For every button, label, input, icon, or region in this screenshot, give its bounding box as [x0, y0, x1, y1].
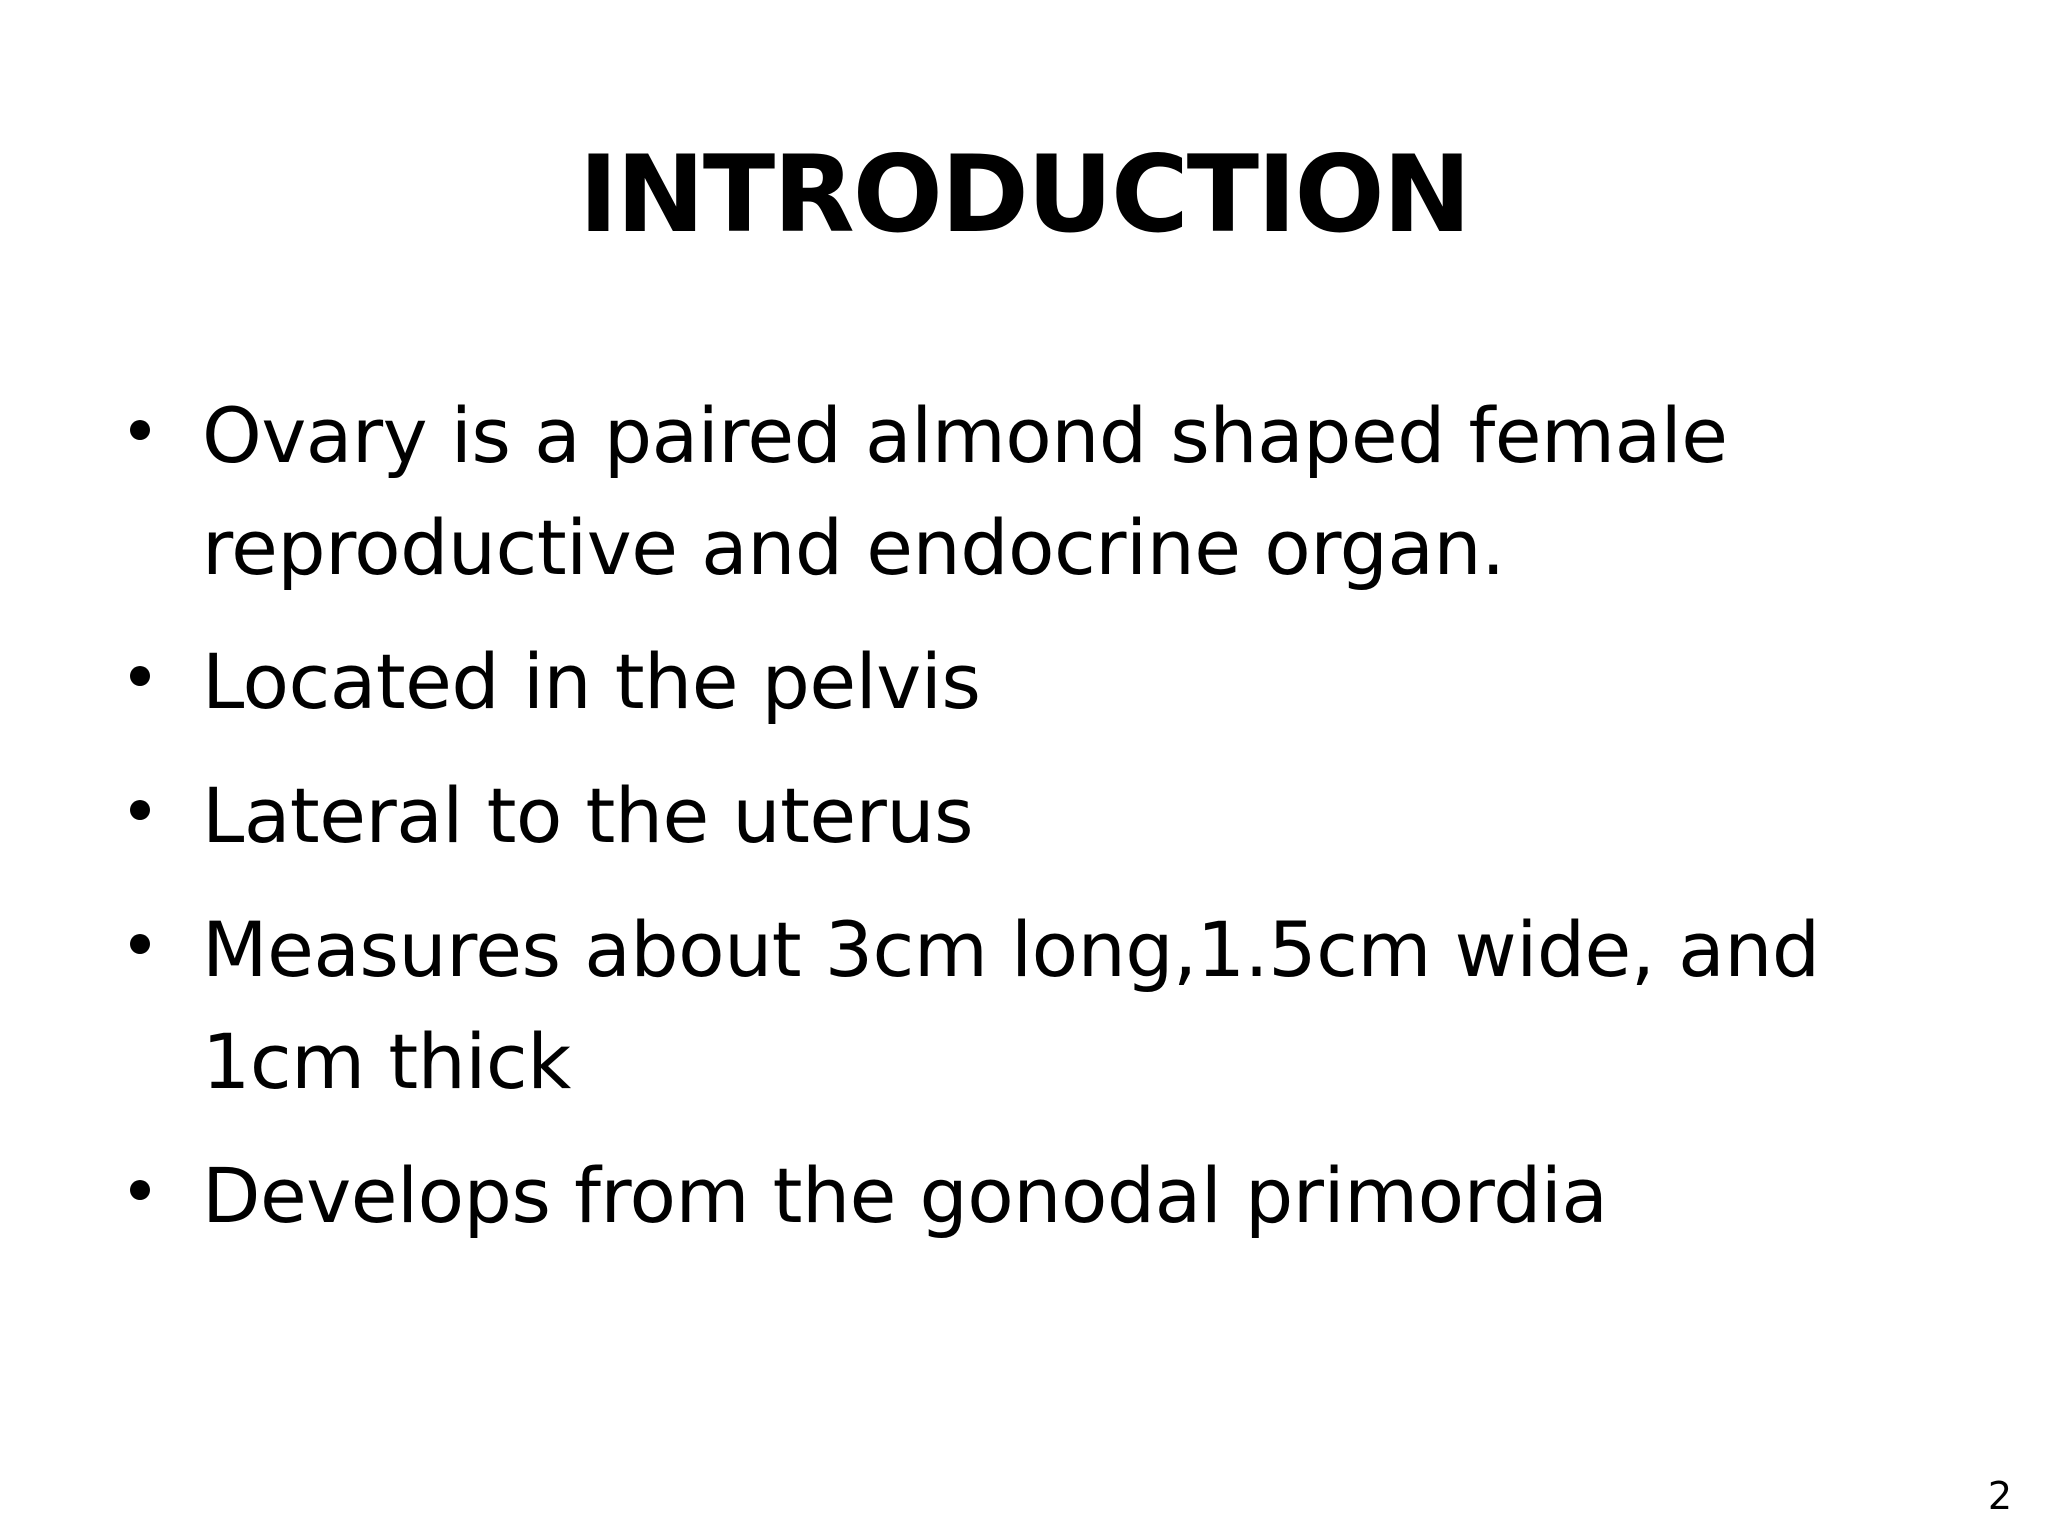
bullet-text: Located in the pelvis: [202, 637, 981, 726]
bullet-dot-icon: [130, 934, 150, 954]
bullet-item: [118, 894, 1878, 1118]
bullet-text: Ovary is a paired almond shaped female reproductive and endocrine organ.: [202, 391, 1728, 592]
bullet-text: Measures about 3cm long,1.5cm wide, and 1cm thick: [202, 905, 1820, 1106]
bullet-item: [118, 760, 1878, 872]
bullet-list: [118, 380, 1878, 1274]
slide-title: INTRODUCTION: [578, 133, 1470, 256]
bullet-dot-icon: [130, 800, 150, 820]
page-number: 2: [1987, 1474, 2012, 1518]
bullet-dot-icon: [130, 420, 150, 440]
bullet-item: [118, 626, 1878, 738]
bullet-dot-icon: [130, 1180, 150, 1200]
bullet-item: [118, 380, 1878, 604]
bullet-dot-icon: [130, 666, 150, 686]
bullet-text: Lateral to the uterus: [202, 771, 974, 860]
bullet-item: [118, 1140, 1878, 1252]
bullet-text: Develops from the gonodal primordia: [202, 1151, 1608, 1240]
